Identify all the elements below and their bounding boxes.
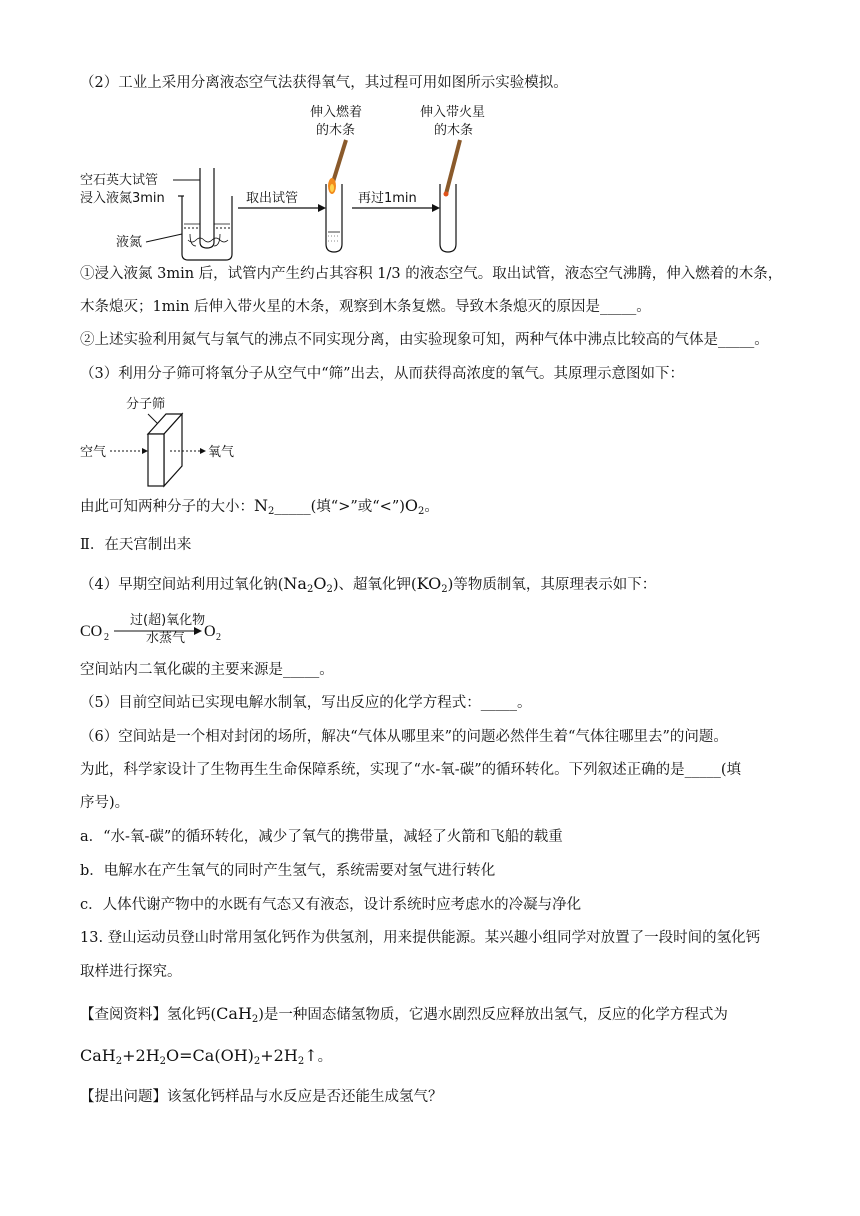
eq-right-sub: 2 — [216, 632, 221, 643]
liquid-air-experiment-figure — [70, 96, 540, 266]
label-sieve: 分子筛 — [126, 397, 166, 412]
q2-intro: （2）工业上采用分离液态空气法获得氧气，其过程可用如图所示实验模拟。 — [80, 75, 568, 91]
q6-option-a: a．“水-氧-碳”的循环转化，减少了氧气的携带量，减轻了火箭和飞船的载重 — [80, 829, 563, 845]
q3-intro: （3）利用分子筛可将氧分子从空气中“筛”出去，从而获得高浓度的氧气。其原理示意图如下： — [80, 366, 685, 382]
eq-right: O — [204, 623, 216, 640]
label-liquid-nitrogen: 液氮 — [116, 235, 143, 250]
q13-para1: 13. 登山运动员登山时常用氢化钙作为供氢剂，用来提供能源。某兴趣小组同学对放置了一段时间的氢化钙 — [80, 930, 761, 946]
eq-left-sub: 2 — [104, 632, 109, 643]
q6-para2: 为此，科学家设计了生物再生生命保障系统，实现了“水-氧-碳”的循环转化。下列叙述正确的是_____(填 — [80, 762, 742, 778]
q5-text: （5）目前空间站已实现电解水制氧，写出反应的化学方程式：_____。 — [80, 695, 532, 711]
sieve-box — [148, 414, 182, 486]
q6-option-b: b．电解水在产生氧气的同时产生氢气，系统需要对氢气进行转化 — [80, 863, 496, 879]
tube-with-burning-stick — [326, 140, 346, 252]
q6-para1: （6）空间站是一个相对封闭的场所，解决“气体从哪里来”的问题必然伴生着“气体往哪里去”的问题。 — [80, 729, 728, 745]
eq-condition-bottom: 水蒸气 — [146, 631, 186, 646]
q13-para2: 取样进行探究。 — [80, 964, 182, 980]
section-2-title: Ⅱ．在天宫制出来 — [80, 537, 192, 553]
q4-intro: （4）早期空间站利用过氧化钠$(Na_2O_2)$、超氧化钾$(KO_2)$等物质制氧，其原理表示如下： — [80, 574, 657, 595]
q2-para1b: 木条熄灭；1min 后伸入带火星的木条，观察到木条复燃。导致木条熄灭的原因是_____。 — [80, 299, 651, 315]
label-burning-1: 伸入燃着 — [310, 105, 363, 120]
pointer-line-n2 — [146, 234, 182, 242]
q2-para2: ②上述实验利用氮气与氧气的沸点不同实现分离，由实验现象可知，两种气体中沸点比较高的气体是_____。 — [80, 332, 769, 348]
label-after-1min: 再过1min — [358, 191, 417, 206]
label-tube-2: 浸入液氮3min — [80, 191, 165, 206]
q2-para1a: ①浸入液氮 3min 后，试管内产生约占其容积 1/3 的液态空气。取出试管，液态空气沸腾，伸入燃着的木条， — [80, 266, 783, 282]
q13-equation: $CaH_2+2H_2O=Ca(OH)_2+2H_2↑$。 — [80, 1046, 333, 1067]
q13-reference: 【查阅资料】氢化钙(CaH$_2$)是一种固态储氢物质，它遇水剧烈反应释放出氢气，反应的化学方程式为 — [80, 1004, 728, 1025]
label-burning-2: 的木条 — [316, 123, 356, 138]
oxygen-generation-equation — [80, 612, 280, 648]
q6-para3: 序号)。 — [80, 795, 130, 811]
q6-option-c: c．人体代谢产物中的水既有气态又有液态，设计系统时应考虑水的冷凝与净化 — [80, 897, 582, 913]
q4-co2-source: 空间站内二氧化碳的主要来源是_____。 — [80, 662, 334, 678]
eq-condition-top: 过(超)氧化物 — [130, 613, 206, 628]
molecular-sieve-figure — [76, 392, 266, 492]
q13-question: 【提出问题】该氢化钙样品与水反应是否还能生成氢气？ — [80, 1089, 443, 1105]
arrow-icon — [194, 627, 202, 635]
label-oxygen: 氧气 — [208, 445, 235, 460]
label-air: 空气 — [80, 445, 107, 460]
q3-conclusion: 由此可知两种分子的大小：$N_2\_\_\_\_\_$(填“>”或“$<”)O_2$。 — [80, 496, 439, 517]
tube-with-glowing-stick — [440, 140, 460, 252]
label-spark-2: 的木条 — [434, 123, 474, 138]
label-spark-1: 伸入带火星 — [420, 105, 486, 120]
label-take-out-tube: 取出试管 — [246, 191, 299, 206]
spark-icon — [444, 192, 449, 197]
beaker-with-tube — [178, 168, 232, 260]
label-tube-1: 空石英大试管 — [80, 173, 159, 188]
eq-left: CO — [80, 623, 103, 640]
